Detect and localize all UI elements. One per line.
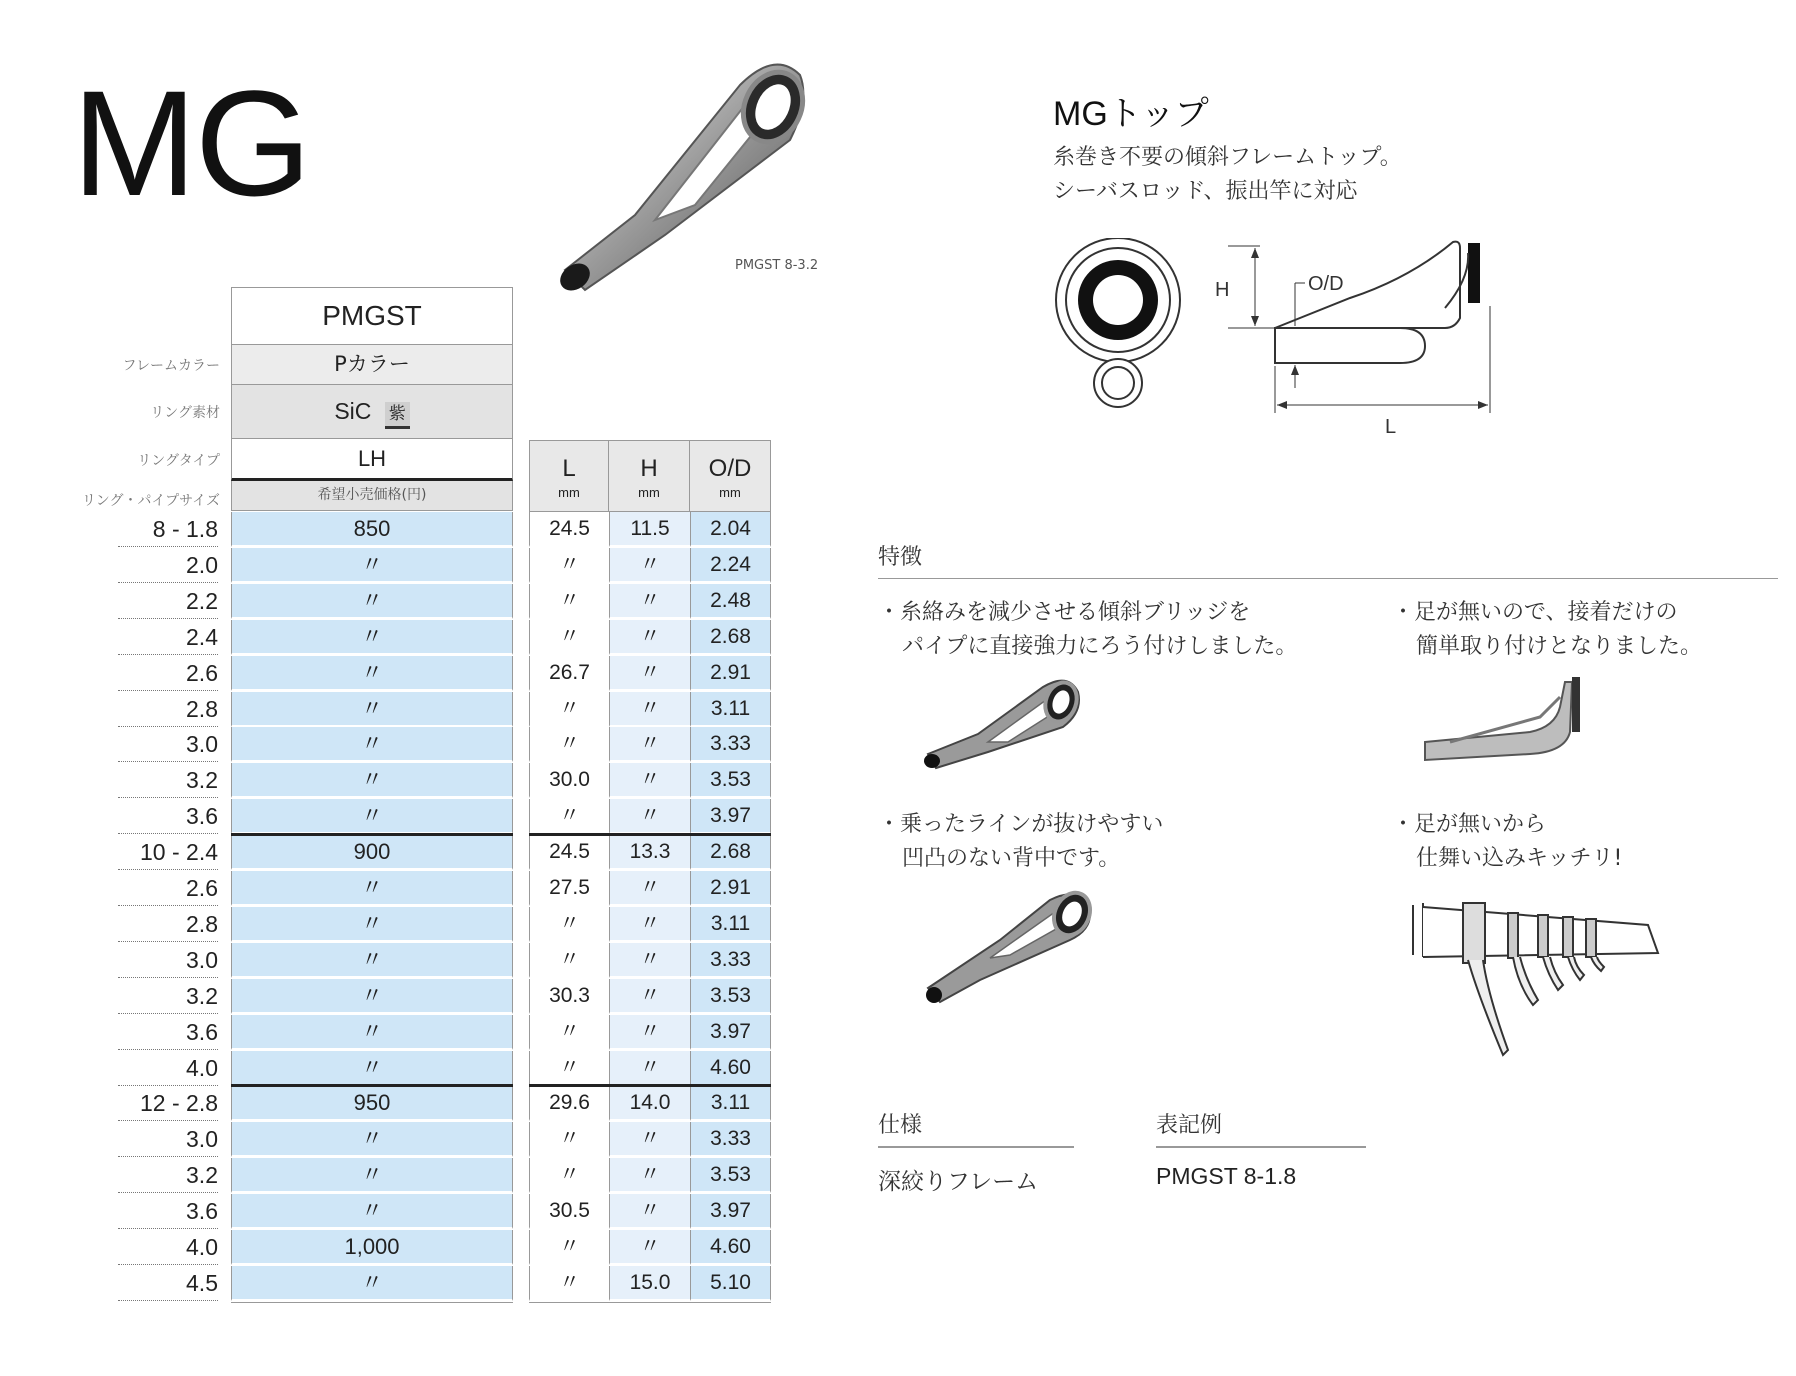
size-cell: 2.2: [118, 584, 218, 619]
dim-cell-od: 3.11: [690, 1086, 771, 1121]
notation-label: 表記例: [1156, 1113, 1223, 1138]
ring-material-text: SiC: [334, 398, 372, 424]
dim-cell-l: 30.3: [529, 979, 609, 1014]
price-cell: 〃: [231, 1158, 513, 1193]
dim-cell-h: 〃: [609, 979, 690, 1014]
group-separator: [231, 1084, 513, 1087]
table-bottom-border: [529, 1302, 771, 1303]
divider: [878, 1146, 1074, 1148]
price-cell: 950: [231, 1086, 513, 1121]
feature-1-line-2: パイプに直接強力にろう付けしました。: [902, 634, 1298, 659]
price-cell: 〃: [231, 979, 513, 1014]
dim-cell-l: 〃: [529, 548, 609, 583]
dim-cell-od: 4.60: [690, 1230, 771, 1265]
frame-color-label: フレームカラー: [122, 358, 220, 374]
dim-cell-h: 〃: [609, 727, 690, 762]
dim-cell-h: 〃: [609, 1015, 690, 1050]
price-cell: 850: [231, 512, 513, 547]
dim-header-l-unit: mm: [558, 485, 580, 500]
feature-4: [1392, 808, 1622, 876]
size-cell: 2.8: [118, 907, 218, 942]
model-header: PMGST: [231, 287, 513, 345]
dim-header-l-label: L: [562, 455, 576, 482]
size-cell: 3.0: [118, 943, 218, 978]
price-cell: 〃: [231, 763, 513, 798]
dim-header-od: [690, 440, 771, 512]
feature-2-line-2: 簡単取り付けとなりました。: [1416, 634, 1703, 659]
price-cell: 〃: [231, 943, 513, 978]
dim-cell-l: 〃: [529, 799, 609, 834]
size-cell: 3.6: [118, 1015, 218, 1050]
notation-value: PMGST 8-1.8: [1156, 1163, 1297, 1189]
dim-header-l: [529, 440, 609, 512]
dim-cell-od: 3.53: [690, 763, 771, 798]
dim-cell-l: 24.5: [529, 835, 609, 870]
ring-type-value: LH: [231, 439, 513, 481]
size-cell: 4.0: [118, 1230, 218, 1265]
dim-cell-od: 2.24: [690, 548, 771, 583]
dim-cell-h: 〃: [609, 907, 690, 942]
dim-cell-l: 〃: [529, 584, 609, 619]
dim-cell-od: 3.53: [690, 979, 771, 1014]
spec-label: 仕様: [878, 1113, 923, 1138]
dim-cell-od: 2.68: [690, 620, 771, 655]
size-cell: 8 - 1.8: [118, 512, 218, 547]
feature-2: [1392, 596, 1702, 664]
group-separator: [529, 833, 771, 836]
price-header: 希望小売価格(円): [231, 481, 513, 511]
dim-cell-l: 29.6: [529, 1086, 609, 1121]
price-cell: 〃: [231, 584, 513, 619]
price-cell: 〃: [231, 1122, 513, 1157]
description-line-2: シーバスロッド、振出竿に対応: [1053, 179, 1358, 204]
price-cell: 〃: [231, 1015, 513, 1050]
feature-1-image: [918, 672, 1093, 772]
dim-cell-l: 〃: [529, 907, 609, 942]
table-bottom-border: [231, 1302, 513, 1303]
dim-cell-h: 〃: [609, 1158, 690, 1193]
dim-header-od-unit: mm: [719, 485, 741, 500]
dim-cell-od: 3.11: [690, 907, 771, 942]
dim-cell-h: 〃: [609, 656, 690, 691]
dim-cell-od: 3.33: [690, 943, 771, 978]
diagram-l-label: L: [1385, 416, 1397, 438]
dim-cell-h: 〃: [609, 548, 690, 583]
dim-cell-l: 〃: [529, 1266, 609, 1301]
ring-material-label: リング素材: [150, 405, 220, 421]
description-line-1: 糸巻き不要の傾斜フレームトップ。: [1053, 145, 1402, 170]
size-cell: 10 - 2.4: [118, 835, 218, 870]
price-cell: 〃: [231, 692, 513, 727]
dim-cell-h: 11.5: [609, 512, 690, 547]
price-cell: 〃: [231, 907, 513, 942]
feature-3-image: [920, 890, 1100, 1010]
size-cell: 4.0: [118, 1051, 218, 1086]
dim-cell-l: 〃: [529, 1158, 609, 1193]
dim-cell-h: 15.0: [609, 1266, 690, 1301]
dim-cell-h: 〃: [609, 1194, 690, 1229]
price-cell: 〃: [231, 548, 513, 583]
dim-cell-od: 2.68: [690, 835, 771, 870]
dim-cell-l: 26.7: [529, 656, 609, 691]
dimension-diagram: [1050, 238, 1500, 438]
price-cell: 1,000: [231, 1230, 513, 1265]
price-cell: 〃: [231, 727, 513, 762]
dim-cell-od: 2.48: [690, 584, 771, 619]
dim-header-h: [609, 440, 690, 512]
divider: [1156, 1146, 1366, 1148]
dim-cell-l: 〃: [529, 1015, 609, 1050]
size-cell: 2.6: [118, 871, 218, 906]
feature-3: [878, 808, 1163, 876]
dim-cell-h: 〃: [609, 871, 690, 906]
frame-color-value: Pカラー: [231, 345, 513, 385]
spec-value: 深絞りフレーム: [878, 1169, 1039, 1195]
feature-3-line-1: ・乗ったラインが抜けやすい: [878, 812, 1164, 837]
dim-cell-od: 4.60: [690, 1051, 771, 1086]
size-cell: 3.2: [118, 1158, 218, 1193]
size-cell: 3.0: [118, 1122, 218, 1157]
feature-1: [878, 596, 1297, 664]
price-cell: 〃: [231, 656, 513, 691]
dim-cell-od: 3.11: [690, 692, 771, 727]
size-cell: 2.0: [118, 548, 218, 583]
size-cell: 2.8: [118, 692, 218, 727]
price-cell: 〃: [231, 1266, 513, 1301]
dim-cell-l: 〃: [529, 1122, 609, 1157]
feature-4-image: [1408, 895, 1668, 1065]
price-cell: 〃: [231, 1051, 513, 1086]
price-cell: 〃: [231, 620, 513, 655]
dim-cell-od: 3.33: [690, 727, 771, 762]
diagram-h-label: H: [1215, 279, 1230, 301]
divider: [878, 578, 1778, 579]
dim-cell-l: 〃: [529, 1051, 609, 1086]
photo-caption: PMGST 8-3.2: [735, 258, 819, 273]
feature-1-line-1: ・糸絡みを減少させる傾斜ブリッジを: [878, 600, 1251, 625]
dim-cell-h: 〃: [609, 584, 690, 619]
dim-cell-od: 2.91: [690, 656, 771, 691]
size-cell: 3.6: [118, 1194, 218, 1229]
dim-cell-od: 3.33: [690, 1122, 771, 1157]
dim-cell-od: 2.04: [690, 512, 771, 547]
dim-header-h-unit: mm: [638, 485, 660, 500]
dim-cell-h: 〃: [609, 1230, 690, 1265]
features-label: 特徴: [878, 545, 923, 570]
size-cell: 3.2: [118, 763, 218, 798]
feature-2-line-1: ・足が無いので、接着だけの: [1392, 600, 1678, 625]
price-cell: 900: [231, 835, 513, 870]
group-separator: [231, 833, 513, 836]
dim-cell-l: 30.0: [529, 763, 609, 798]
dim-cell-l: 〃: [529, 692, 609, 727]
size-cell: 2.4: [118, 620, 218, 655]
dim-cell-h: 〃: [609, 620, 690, 655]
dim-cell-od: 3.97: [690, 799, 771, 834]
dim-cell-h: 〃: [609, 1051, 690, 1086]
dim-cell-h: 14.0: [609, 1086, 690, 1121]
size-label: リング・パイプサイズ: [81, 493, 220, 509]
dim-cell-h: 〃: [609, 1122, 690, 1157]
dim-cell-h: 13.3: [609, 835, 690, 870]
section-title: MGトップ: [1053, 95, 1209, 133]
feature-3-line-2: 凹凸のない背中です。: [902, 846, 1121, 871]
feature-4-line-2: 仕舞い込みキッチリ!: [1416, 846, 1623, 871]
product-photo: [545, 45, 875, 295]
page-title: MG: [72, 59, 310, 227]
dim-cell-od: 2.91: [690, 871, 771, 906]
dim-header-od-label: O/D: [708, 455, 752, 482]
dim-cell-l: 30.5: [529, 1194, 609, 1229]
dim-cell-od: 5.10: [690, 1266, 771, 1301]
price-cell: 〃: [231, 799, 513, 834]
dim-cell-l: 〃: [529, 1230, 609, 1265]
size-cell: 4.5: [118, 1266, 218, 1301]
ring-material-value: [231, 385, 513, 439]
dim-cell-l: 〃: [529, 727, 609, 762]
dim-cell-h: 〃: [609, 692, 690, 727]
size-cell: 3.2: [118, 979, 218, 1014]
price-cell: 〃: [231, 1194, 513, 1229]
size-cell: 2.6: [118, 656, 218, 691]
diagram-od-label: O/D: [1308, 273, 1344, 295]
dim-cell-l: 27.5: [529, 871, 609, 906]
dim-cell-l: 24.5: [529, 512, 609, 547]
price-cell: 〃: [231, 871, 513, 906]
size-cell: 3.0: [118, 727, 218, 762]
size-cell: 3.6: [118, 799, 218, 834]
feature-4-line-1: ・足が無いから: [1392, 812, 1547, 837]
dim-header-h-label: H: [640, 455, 658, 482]
ring-type-label: リングタイプ: [137, 453, 220, 469]
dim-cell-h: 〃: [609, 799, 690, 834]
size-cell: 12 - 2.8: [118, 1086, 218, 1121]
dim-cell-od: 3.53: [690, 1158, 771, 1193]
dim-cell-od: 3.97: [690, 1194, 771, 1229]
dim-cell-l: 〃: [529, 943, 609, 978]
ring-material-badge: 紫: [385, 402, 410, 429]
feature-2-image: [1420, 672, 1595, 772]
dim-cell-h: 〃: [609, 943, 690, 978]
dim-cell-h: 〃: [609, 763, 690, 798]
dim-cell-l: 〃: [529, 620, 609, 655]
group-separator: [529, 1084, 771, 1087]
dim-cell-od: 3.97: [690, 1015, 771, 1050]
